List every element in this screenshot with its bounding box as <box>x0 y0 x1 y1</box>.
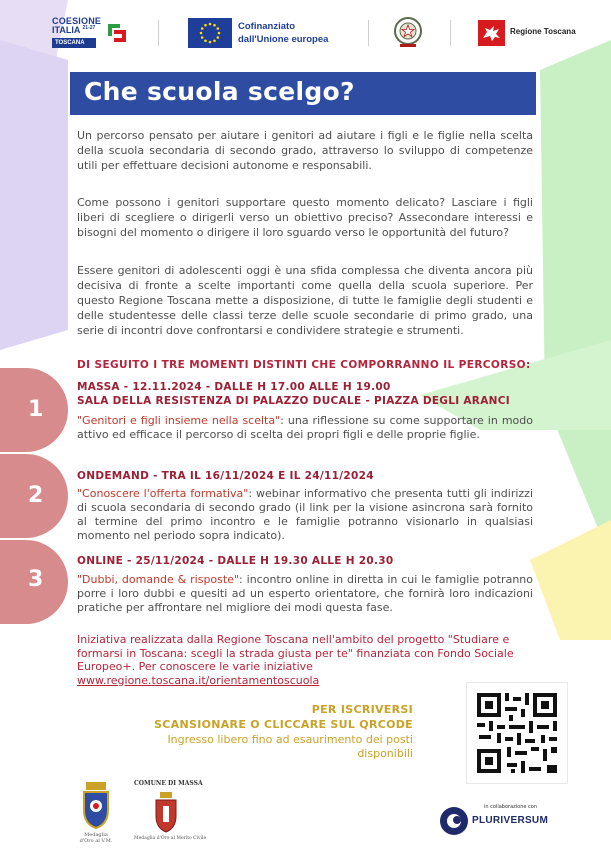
event-1-description: "Genitori e figli insieme nella scelta": una riflessione su come supportare in modo attivo ed efficace il percorso di scelta dei propri figli e delle proprie figlie. <box>77 414 533 441</box>
crest-icon <box>78 780 114 832</box>
event-2-quote: "Conoscere l'offerta formativa" <box>77 487 249 500</box>
step-number-3: 3 <box>28 567 44 592</box>
regione-toscana-label: Regione Toscana <box>510 27 576 36</box>
event-3-description: "Dubbi, domande & risposte": incontro online in diretta in cui le famiglie potranno porre i loro dubbi e quesiti ad un esperto orientatore, che fornirà loro indicazioni pratiche per affrontare nel migliore dei modi questa fase. <box>77 573 533 614</box>
regione-toscana-pegasus-icon <box>478 20 505 46</box>
momenti-heading: DI SEGUITO I TRE MOMENTI DISTINTI CHE COMPORRANNO IL PERCORSO: <box>77 359 531 371</box>
pluriversum-name: PLURIVERSUM <box>472 815 549 826</box>
orientamento-link[interactable]: www.regione.toscana.it/orientamentoscuola <box>77 673 320 687</box>
crest-caption: Medaglia d'Oro al V.M. <box>79 832 113 844</box>
coesione-italia-logo <box>52 16 132 48</box>
intro-paragraph-2: Come possono i genitori supportare questo momento delicato? Lasciare i figli liberi di scegliere o dirigerli verso un obiettivo preciso? Assecondare interessi e bisogni del momento o dirigere il loro sguardo verso le opportunità del futuro? <box>77 196 533 239</box>
header-divider <box>450 20 451 46</box>
header-divider <box>158 20 159 46</box>
coesione-line2: ITALIA $^{21-27}$ <box>52 25 96 35</box>
event-1-quote: "Genitori e figli insieme nella scelta" <box>77 414 281 427</box>
cta-line-1: PER ISCRIVERSI <box>311 703 413 716</box>
italian-republic-emblem-icon <box>391 14 425 50</box>
page-title: Che scuola scelgo? <box>84 77 355 106</box>
comune-di-massa-logo <box>134 780 207 844</box>
event-3-quote: "Dubbi, domande & risposte" <box>77 573 240 586</box>
eu-flag-icon <box>188 18 232 48</box>
step-number-2: 2 <box>28 483 44 508</box>
registration-qr-code[interactable] <box>466 682 568 784</box>
intro-paragraph-1: Un percorso pensato per aiutare i genitori ad aiutare i figli e le figlie nella scelta della scuola secondaria di secondo grado, attraverso lo sviluppo di competenze utili per effettuare decisioni autonome e responsabili. <box>77 129 533 172</box>
intro-paragraph-3: Essere genitori di adolescenti oggi è una sfida complessa che diventa ancora più decisiva di fronte a scelte importanti come quella della scuola superiore. Per questo Regione Toscana mette a disposizione, di tutte le famiglie degli studenti e delle studentesse delle classi terze delle scuole secondarie di primo grado, una serie di incontri dove confrontarsi e condividere strategie e strumenti. <box>77 264 533 337</box>
coesione-region-badge: TOSCANA <box>52 38 96 48</box>
event-2-heading: ONDEMAND - TRA IL 16/11/2024 E IL 24/11/2024 <box>77 470 374 482</box>
project-note: Iniziativa realizzata dalla Regione Toscana nell'ambito del progetto "Studiare e formarsi in Toscana: scegli la strada giusta per te" finanziata con Fondo Sociale Europeo+. Per conoscere le varie iniziative www.regione.toscana.it/orientamentoscuola <box>77 633 514 687</box>
title-banner <box>70 72 536 115</box>
cream-shape-right <box>530 520 611 640</box>
coesione-line1: COESIONE <box>52 16 102 26</box>
massa-title: COMUNE DI MASSA <box>134 780 203 787</box>
mint-shape-right <box>540 40 611 560</box>
eu-cofinanced-text: Cofinanziato dall'Unione europea <box>238 21 329 45</box>
coesione-mark-icon <box>102 18 132 48</box>
province-crest-logo <box>78 780 114 844</box>
step-number-1: 1 <box>28 397 44 422</box>
qr-code-icon <box>467 683 567 783</box>
event-1-heading: MASSA - 12.11.2024 - DALLE H 17.00 ALLE H 19.00 SALA DELLA RESISTENZA DI PALAZZO DUCALE - PIAZZA DEGLI ARANCI <box>77 381 510 407</box>
event-2-description: "Conoscere l'offerta formativa": webinar informativo che presenta tutti gli indirizzi di scuola secondaria di secondo grado (il link per la visione asincrona sarà fornito al termine del primo incontro e le famiglie potranno visionarlo in qualsiasi momento nel periodo sopra indicato). <box>77 487 534 542</box>
cta-line-2: SCANSIONARE O CLICCARE SUL QRCODE <box>154 718 413 731</box>
massa-caption: Medaglia d'Oro al Merito Civile <box>134 836 207 841</box>
header-logos <box>0 10 611 54</box>
cta-free-entry: Ingresso libero fino ad esaurimento dei posti disponibili <box>167 733 413 760</box>
collaboration-label: in collaborazione con <box>484 804 538 810</box>
event-3-heading: ONLINE - 25/11/2024 - DALLE H 19.30 ALLE H 20.30 <box>77 555 394 567</box>
massa-crest-icon <box>134 788 198 836</box>
pluriversum-mark-icon <box>438 805 470 837</box>
header-divider <box>368 20 369 46</box>
lavender-shape-left <box>0 40 68 350</box>
